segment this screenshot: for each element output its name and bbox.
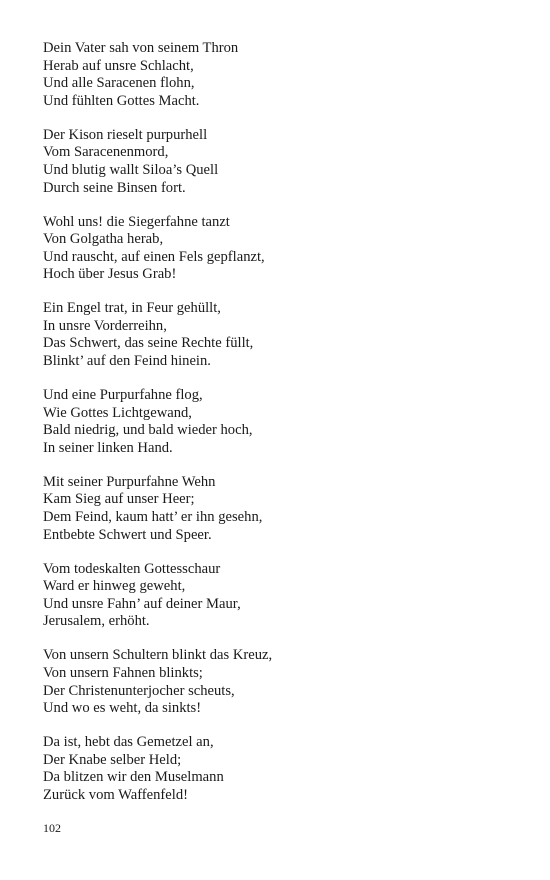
verse-line: Von unsern Schultern blinkt das Kreuz, (43, 647, 273, 664)
stanza-6 (43, 474, 513, 544)
verse-line: Zurück vom Waffenfeld! (43, 786, 188, 803)
stanza-9 (43, 734, 513, 804)
verse-line: Kam Sieg auf unser Heer; (43, 491, 195, 508)
verse-line: Entbebte Schwert und Speer. (43, 526, 212, 543)
verse-line: Ein Engel trat, in Feur gehüllt, (43, 300, 221, 317)
stanza-3 (43, 214, 513, 284)
verse-line: In seiner linken Hand. (43, 439, 173, 456)
verse-line: Wie Gottes Lichtgewand, (43, 404, 192, 421)
verse-line: Von unsern Fahnen blinkts; (43, 664, 203, 681)
verse-line: Durch seine Binsen fort. (43, 179, 186, 196)
verse-line: Blinkt’ auf den Feind hinein. (43, 353, 211, 370)
page-number: 102 (43, 821, 61, 835)
verse-line: Bald niedrig, und bald wieder hoch, (43, 422, 253, 439)
verse-line: Der Christenunterjocher scheuts, (43, 682, 235, 699)
verse-line: Jerusalem, erhöht. (43, 613, 150, 630)
verse-line: Und eine Purpurfahne flog, (43, 387, 203, 404)
verse-line: Ward er hinweg geweht, (43, 578, 186, 595)
verse-line: Und alle Saracenen flohn, (43, 75, 195, 92)
verse-line: Das Schwert, das seine Rechte füllt, (43, 335, 254, 352)
stanza-1 (43, 40, 513, 110)
verse-line: Wohl uns! die Siegerfahne tanzt (43, 213, 230, 230)
verse-line: Dem Feind, kaum hatt’ er ihn gesehn, (43, 509, 263, 526)
verse-line: Von Golgatha herab, (43, 231, 164, 248)
poem-body (43, 40, 513, 821)
verse-line: Der Knabe selber Held; (43, 751, 182, 768)
verse-line: Mit seiner Purpurfahne Wehn (43, 473, 216, 490)
verse-line: Und fühlten Gottes Macht. (43, 92, 200, 109)
verse-line: Vom todeskalten Gottesschaur (43, 560, 221, 577)
stanza-8 (43, 647, 513, 717)
verse-line: Und blutig wallt Siloa’s Quell (43, 161, 219, 178)
verse-line: In unsre Vorderreihn, (43, 317, 167, 334)
verse-line: Da blitzen wir den Muselmann (43, 769, 224, 786)
stanza-5 (43, 387, 513, 457)
verse-line: Und unsre Fahn’ auf deiner Maur, (43, 595, 241, 612)
verse-line: Herab auf unsre Schlacht, (43, 57, 194, 74)
verse-line: Da ist, hebt das Gemetzel an, (43, 734, 214, 751)
verse-line: Dein Vater sah von seinem Thron (43, 40, 239, 56)
stanza-2 (43, 127, 513, 197)
verse-line: Und rauscht, auf einen Fels gepflanzt, (43, 248, 265, 265)
verse-line: Hoch über Jesus Grab! (43, 266, 177, 283)
verse-line: Vom Saracenenmord, (43, 144, 169, 161)
verse-line: Der Kison rieselt purpurhell (43, 126, 208, 143)
verse-line: Und wo es weht, da sinkts! (43, 700, 202, 717)
stanza-4 (43, 300, 513, 370)
stanza-7 (43, 561, 513, 631)
